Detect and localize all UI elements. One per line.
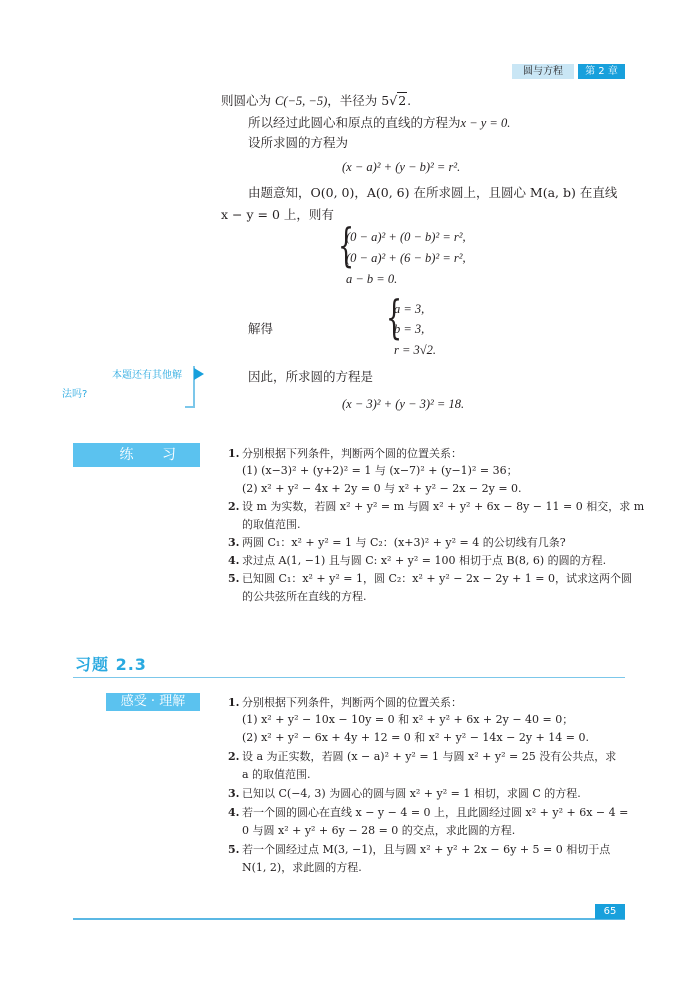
exercise-item [228, 841, 610, 858]
practice-item [228, 534, 566, 551]
item-text: 已知圆 C₁：x² + y² = 1，圆 C₂：x² + y² − 2x − 2y + 1 = 0，试求这两个圆 [242, 572, 632, 585]
item-text: 若一个圆的圆心在直线 x − y − 4 = 0 上，且此圆经过圆 x² + y² + 6x − 4 = [242, 806, 629, 819]
item-number: 1. [228, 696, 240, 709]
item-number: 4. [228, 554, 240, 567]
text-fragment: 则圆心为 [221, 93, 275, 108]
item-number: 3. [228, 536, 240, 549]
practice-item [228, 570, 632, 587]
item-number: 3. [228, 787, 240, 800]
item-text: 设 m 为实数，若圆 x² + y² = m 与圆 x² + y² + 6x − 8y − 11 = 0 相交，求 m [242, 500, 645, 513]
solution-line-center [221, 92, 411, 110]
item-number: 5. [228, 572, 240, 585]
exercise-item [228, 804, 628, 821]
item-text: 求过点 A(1, −1) 且与圆 C: x² + y² = 100 相切于点 B(8, 6) 的圆的方程. [242, 554, 607, 567]
item-text: (2) x² + y² − 4x + 2y = 0 与 x² + y² − 2x − 2y = 0. [242, 482, 522, 495]
item-number: 2. [228, 500, 240, 513]
exercise-item [242, 729, 589, 746]
exercise-item [242, 766, 311, 783]
side-note-line2: 法吗? [62, 389, 88, 400]
practice-item [242, 516, 301, 533]
system2-eq1: a = 3, [394, 302, 425, 316]
item-text: 的取值范围. [242, 518, 301, 531]
exercise-item [228, 785, 581, 802]
flag-icon [194, 368, 204, 380]
system1-eq2: (0 − a)² + (6 − b)² = r², [346, 251, 466, 265]
text-fragment: 所以经过此圆心和原点的直线的方程为 [248, 115, 461, 130]
solution-line-conditions: 由题意知，O(0, 0)，A(0, 6) 在所求圆上，且圆心 M(a, b) 在直线 [248, 185, 618, 200]
practice-item [228, 445, 462, 462]
practice-item [228, 498, 644, 515]
exercise-item [242, 711, 573, 728]
item-text: a 的取值范围. [242, 768, 311, 781]
side-note [62, 366, 188, 404]
practice-item [242, 462, 518, 479]
item-text: (2) x² + y² − 6x + 4y + 12 = 0 和 x² + y² − 14x − 2y + 14 = 0. [242, 731, 589, 744]
footer-divider [73, 918, 625, 920]
exercise-item [228, 694, 462, 711]
solution-line-conditions-cont: x − y = 0 上，则有 [221, 207, 334, 222]
item-number: 4. [228, 806, 240, 819]
chapter-topic-tag: 圆与方程 [512, 64, 574, 79]
item-text: 设 a 为正实数，若圆 (x − a)² + y² = 1 与圆 x² + y² = 25 没有公共点，求 [242, 750, 617, 763]
text-fragment: . [407, 93, 412, 108]
exercise-category-label: 感受 · 理解 [106, 693, 200, 711]
exercise-item [242, 859, 362, 876]
item-text: 分别根据下列条件，判断两个圆的位置关系： [242, 447, 462, 460]
text-fragment: ，半径为 5 [327, 93, 390, 108]
exercise-item [228, 748, 616, 765]
section-divider [73, 677, 625, 678]
system1-eq3: a − b = 0. [346, 272, 398, 286]
system2-eq3: r = 3√2. [394, 343, 437, 357]
practice-item [228, 552, 606, 569]
solve-label: 解得 [248, 321, 274, 336]
brace-icon: { [386, 290, 403, 344]
system1-eq1: (0 − a)² + (0 − b)² = r², [346, 230, 466, 244]
solution-line-assume: 设所求圆的方程为 [248, 135, 349, 150]
section-title: 习题 2.3 [75, 655, 147, 674]
page-number: 65 [595, 904, 625, 919]
item-text: N(1, 2)，求此圆的方程. [242, 861, 362, 874]
math-expression: x − y = 0. [460, 116, 511, 130]
item-number: 2. [228, 750, 240, 763]
practice-item [242, 588, 367, 605]
item-text: 0 与圆 x² + y² + 6y − 28 = 0 的交点，求此圆的方程. [242, 824, 516, 837]
sqrt-icon: √ [389, 93, 398, 108]
item-text: (1) (x−3)² + (y+2)² = 1 与 (x−7)² + (y−1)² = 36； [242, 464, 518, 477]
item-text: 两圆 C₁：x² + y² = 1 与 C₂：(x+3)² + y² = 4 的公切线有几条? [242, 536, 566, 549]
item-text: 若一个圆经过点 M(3, −1)，且与圆 x² + y² + 2x − 6y + 5 = 0 相切于点 [242, 843, 611, 856]
practice-label: 练 习 [73, 443, 200, 467]
sqrt-radicand: 2 [398, 93, 407, 108]
chapter-number-tag: 第 2 章 [578, 64, 625, 79]
side-note-line1: 本题还有其他解 [112, 370, 182, 381]
item-text: 的公共弦所在直线的方程. [242, 590, 367, 603]
system2-eq2: b = 3, [394, 322, 425, 336]
conclusion-text: 因此，所求圆的方程是 [248, 369, 374, 384]
center-point: C(−5, −5) [274, 94, 328, 108]
item-number: 1. [228, 447, 240, 460]
flag-base-icon [185, 406, 195, 408]
item-text: 已知以 C(−4, 3) 为圆心的圆与圆 x² + y² = 1 相切，求圆 C 的方程. [242, 787, 581, 800]
circle-general-equation: (x − a)² + (y − b)² = r². [342, 160, 461, 174]
brace-icon: { [338, 218, 355, 272]
practice-item [242, 480, 522, 497]
final-equation: (x − 3)² + (y − 3)² = 18. [342, 397, 465, 411]
item-text: (1) x² + y² − 10x − 10y = 0 和 x² + y² + 6x + 2y − 40 = 0； [242, 713, 574, 726]
item-number: 5. [228, 843, 240, 856]
item-text: 分别根据下列条件，判断两个圆的位置关系： [242, 696, 462, 709]
exercise-item [242, 822, 515, 839]
solution-line-line-equation [248, 114, 510, 132]
